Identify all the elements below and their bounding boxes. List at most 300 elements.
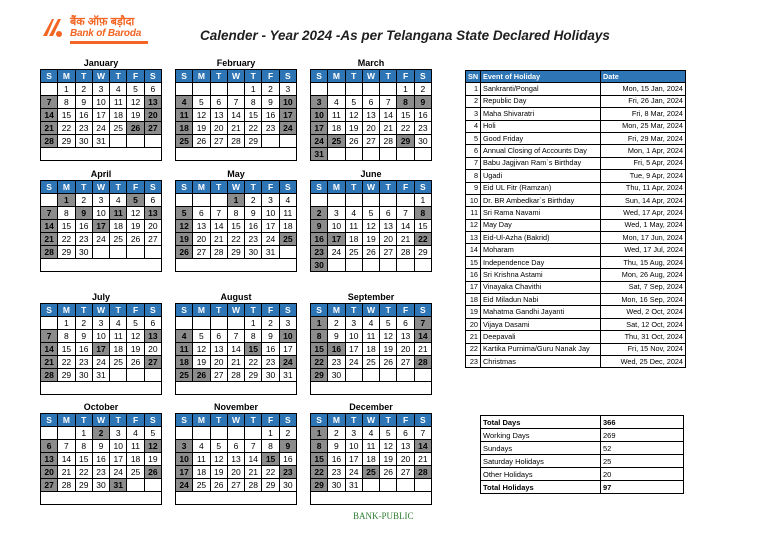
week-row [176,330,297,343]
day-cell: 31 [279,369,296,382]
day-cell [193,83,210,96]
holiday-sn: 8 [466,170,481,182]
holiday-date: Tue, 9 Apr, 2024 [601,170,686,182]
day-cell: 26 [345,135,362,148]
holiday-event: Babu Jagjivan Ram`s Birthday [481,157,601,169]
weekday-label: S [144,70,161,83]
summary-row [481,468,684,481]
summary-label: Working Days [481,429,601,442]
day-cell [110,369,127,382]
summary-value: 52 [601,442,684,455]
day-cell: 27 [397,356,414,369]
weekday-label: T [345,304,362,317]
day-cell [397,148,414,161]
weekday-header-row [311,181,432,194]
day-cell: 23 [75,233,92,246]
day-cell: 1 [262,427,279,440]
week-row-empty [41,259,162,272]
summary-value: 25 [601,455,684,468]
day-cell: 13 [144,96,161,109]
day-cell: 3 [328,207,345,220]
day-cell [397,259,414,272]
weekday-label: S [144,181,161,194]
weekday-label: M [193,70,210,83]
day-cell: 28 [41,246,58,259]
day-cell [311,194,328,207]
day-cell: 24 [279,122,296,135]
day-cell: 18 [110,343,127,356]
holiday-table [465,70,686,368]
weekday-label: F [262,70,279,83]
day-cell: 22 [58,356,75,369]
week-row [176,246,297,259]
day-cell [210,83,227,96]
weekday-label: T [75,181,92,194]
day-cell [328,259,345,272]
holiday-sn: 3 [466,108,481,120]
day-cell: 16 [279,453,296,466]
summary-row [481,442,684,455]
holiday-row [466,132,686,144]
weekday-header-row [176,304,297,317]
week-row [41,479,162,492]
day-cell [41,427,58,440]
holiday-date: Fri, 15 Nov, 2024 [601,343,686,355]
weekday-header-row [311,304,432,317]
day-cell: 29 [245,135,262,148]
holiday-date: Wed, 1 May, 2024 [601,219,686,231]
weekday-label: F [127,70,144,83]
week-row [311,109,432,122]
day-cell: 21 [41,233,58,246]
day-cell: 12 [210,453,227,466]
weekday-label: T [245,304,262,317]
day-cell: 25 [362,356,379,369]
weekday-label: T [245,181,262,194]
day-cell: 21 [227,356,244,369]
month-name: November [213,402,258,412]
day-cell: 14 [41,109,58,122]
day-cell: 19 [362,233,379,246]
day-cell: 21 [58,466,75,479]
day-cell: 17 [92,220,109,233]
week-row [311,369,432,382]
day-cell: 28 [245,479,262,492]
day-cell: 25 [176,135,193,148]
day-cell: 14 [41,220,58,233]
weekday-label: T [345,414,362,427]
summary-label: Sundays [481,442,601,455]
weekday-header-row [311,70,432,83]
day-cell: 8 [311,330,328,343]
day-cell: 2 [245,194,262,207]
week-row [176,122,297,135]
weekday-label: T [75,304,92,317]
day-cell: 12 [127,96,144,109]
day-cell: 18 [362,343,379,356]
day-cell: 22 [311,466,328,479]
day-cell [144,135,161,148]
day-cell: 6 [210,330,227,343]
holiday-row [466,232,686,244]
day-cell: 12 [127,330,144,343]
holiday-sn: 16 [466,269,481,281]
holiday-row [466,207,686,219]
day-cell: 31 [262,246,279,259]
weekday-label: W [362,414,379,427]
day-cell: 22 [262,466,279,479]
week-row [311,233,432,246]
day-cell: 21 [245,466,262,479]
day-cell: 27 [210,369,227,382]
day-cell: 1 [227,194,244,207]
day-cell [110,135,127,148]
day-cell: 20 [380,233,397,246]
day-cell: 27 [380,246,397,259]
day-cell: 1 [311,317,328,330]
holiday-row [466,194,686,206]
day-cell: 18 [362,453,379,466]
day-cell [345,148,362,161]
day-cell: 20 [144,109,161,122]
day-cell: 12 [193,343,210,356]
holiday-sn: 12 [466,219,481,231]
day-cell: 30 [245,246,262,259]
day-cell: 6 [380,207,397,220]
month-table [310,413,432,505]
week-row-empty [176,148,297,161]
day-cell: 13 [380,220,397,233]
day-cell: 26 [127,356,144,369]
day-cell: 14 [41,343,58,356]
day-cell: 17 [279,109,296,122]
day-cell: 5 [144,427,161,440]
week-row [41,207,162,220]
day-cell [311,83,328,96]
weekday-label: T [210,414,227,427]
day-cell [210,194,227,207]
day-cell: 31 [92,135,109,148]
day-cell: 10 [92,96,109,109]
day-cell: 18 [345,233,362,246]
day-cell [362,259,379,272]
day-cell: 3 [311,96,328,109]
day-cell: 22 [311,356,328,369]
weekday-header-row [311,414,432,427]
holiday-date: Mon, 16 Sep, 2024 [601,294,686,306]
day-cell: 30 [279,479,296,492]
day-cell: 19 [380,453,397,466]
day-cell: 21 [397,233,414,246]
holiday-sn: 6 [466,145,481,157]
day-cell: 4 [110,83,127,96]
weekday-label: M [193,414,210,427]
weekday-label: F [127,414,144,427]
weekday-label: S [311,181,328,194]
weekday-label: T [210,70,227,83]
holiday-row [466,83,686,95]
day-cell: 25 [193,479,210,492]
day-cell: 5 [380,317,397,330]
day-cell: 6 [397,427,414,440]
day-cell: 27 [397,466,414,479]
day-cell: 8 [245,96,262,109]
month-table [175,303,297,395]
week-row [41,109,162,122]
holiday-event: Ugadi [481,170,601,182]
weekday-label: S [279,414,296,427]
holiday-sn: 18 [466,294,481,306]
empty-cell [176,492,297,505]
day-cell: 7 [41,330,58,343]
day-cell: 27 [144,356,161,369]
day-cell: 27 [193,246,210,259]
weekday-label: S [176,304,193,317]
day-cell: 12 [345,109,362,122]
holiday-sn: 4 [466,120,481,132]
day-cell: 26 [127,122,144,135]
day-cell: 5 [193,330,210,343]
day-cell: 2 [92,427,109,440]
day-cell: 31 [311,148,328,161]
day-cell: 2 [279,427,296,440]
weekday-label: S [176,414,193,427]
day-cell [41,317,58,330]
day-cell [328,148,345,161]
day-cell: 13 [362,109,379,122]
day-cell: 16 [262,343,279,356]
day-cell [227,83,244,96]
day-cell: 9 [262,330,279,343]
empty-cell [41,492,162,505]
weekday-label: W [227,70,244,83]
week-row [41,343,162,356]
day-cell: 8 [58,207,75,220]
day-cell: 7 [58,440,75,453]
weekday-label: T [245,70,262,83]
day-cell: 23 [262,356,279,369]
week-row [176,453,297,466]
month-table [40,413,162,505]
holiday-date: Sat, 12 Oct, 2024 [601,318,686,330]
day-cell: 6 [144,194,161,207]
day-cell: 4 [362,427,379,440]
week-row [176,220,297,233]
day-cell: 4 [176,96,193,109]
day-cell: 15 [58,109,75,122]
day-cell: 24 [92,356,109,369]
day-cell: 7 [227,330,244,343]
day-cell: 14 [380,109,397,122]
day-cell: 14 [227,109,244,122]
week-row [41,453,162,466]
empty-cell [311,382,432,395]
day-cell: 9 [262,96,279,109]
logo-underline [70,41,148,44]
summary-label: Other Holidays [481,468,601,481]
day-cell: 24 [311,135,328,148]
weekday-label: W [227,304,244,317]
day-cell: 5 [193,96,210,109]
weekday-label: T [380,414,397,427]
day-cell: 12 [193,109,210,122]
weekday-label: S [176,181,193,194]
empty-cell [41,148,162,161]
day-cell: 26 [362,246,379,259]
weekday-header-row [41,414,162,427]
col-header-event: Event of Holiday [481,71,601,83]
month-name: August [220,292,252,302]
month-table [175,180,297,272]
day-cell: 28 [227,135,244,148]
week-row [41,369,162,382]
day-cell: 8 [58,330,75,343]
day-cell: 26 [176,246,193,259]
day-cell: 10 [92,207,109,220]
day-cell: 18 [176,122,193,135]
holiday-date: Wed, 17 Apr, 2024 [601,207,686,219]
day-cell: 31 [110,479,127,492]
day-cell: 29 [397,135,414,148]
weekday-label: F [127,181,144,194]
weekday-label: T [210,304,227,317]
day-cell: 22 [414,233,431,246]
holiday-event: Dr. BR Ambedkar`s Birthday [481,194,601,206]
day-cell: 20 [144,343,161,356]
day-cell: 8 [58,96,75,109]
day-cell [127,246,144,259]
day-cell: 10 [262,207,279,220]
day-cell: 11 [362,330,379,343]
holiday-sn: 17 [466,281,481,293]
day-cell: 30 [262,369,279,382]
day-cell: 27 [41,479,58,492]
day-cell: 18 [110,220,127,233]
holiday-event: Holi [481,120,601,132]
holiday-table-header [466,71,686,83]
holiday-date: Fri, 26 Jan, 2024 [601,95,686,107]
day-cell [380,194,397,207]
day-cell: 4 [362,317,379,330]
holiday-event: Independence Day [481,256,601,268]
day-cell: 30 [328,369,345,382]
month-table [175,413,297,505]
day-cell: 23 [414,122,431,135]
day-cell [414,369,431,382]
weekday-label: M [58,70,75,83]
day-cell [110,246,127,259]
day-cell: 9 [75,96,92,109]
day-cell: 8 [75,440,92,453]
day-cell: 15 [58,220,75,233]
summary-row [481,481,684,494]
day-cell: 20 [144,220,161,233]
day-cell: 4 [176,330,193,343]
day-cell: 21 [414,453,431,466]
classification-footer: BANK-PUBLIC [353,511,414,521]
day-cell: 11 [328,109,345,122]
week-row [311,330,432,343]
holiday-row [466,355,686,367]
weekday-label: W [362,181,379,194]
weekday-label: M [193,304,210,317]
day-cell: 5 [127,83,144,96]
day-cell: 6 [210,96,227,109]
holiday-event: Kartika Purnima/Guru Nanak Jay [481,343,601,355]
day-cell [380,259,397,272]
day-cell [414,148,431,161]
month-name: December [349,402,393,412]
day-cell: 9 [245,207,262,220]
day-cell: 30 [311,259,328,272]
day-cell: 20 [41,466,58,479]
day-cell: 31 [92,369,109,382]
holiday-date: Mon, 17 Jun, 2024 [601,232,686,244]
day-cell: 13 [144,207,161,220]
day-cell: 19 [380,343,397,356]
day-cell [362,83,379,96]
day-cell: 18 [127,453,144,466]
day-cell: 4 [328,96,345,109]
day-cell: 12 [127,207,144,220]
empty-cell [41,259,162,272]
day-cell: 9 [328,330,345,343]
day-cell: 15 [58,343,75,356]
week-row-empty [41,492,162,505]
summary-label: Total Days [481,416,601,429]
col-header-date: Date [601,71,686,83]
day-cell: 23 [245,233,262,246]
day-cell: 8 [245,330,262,343]
day-cell: 11 [110,96,127,109]
weekday-label: S [279,304,296,317]
day-cell: 14 [414,440,431,453]
month-name: September [347,292,395,302]
day-cell: 19 [193,356,210,369]
weekday-label: F [262,304,279,317]
day-cell: 4 [345,207,362,220]
day-cell: 8 [414,207,431,220]
day-cell: 6 [193,207,210,220]
weekday-label: T [245,414,262,427]
day-cell: 2 [262,317,279,330]
weekday-label: M [328,304,345,317]
weekday-label: S [279,181,296,194]
weekday-label: M [58,304,75,317]
holiday-date: Sun, 14 Apr, 2024 [601,194,686,206]
day-cell: 4 [193,440,210,453]
day-cell: 10 [345,440,362,453]
weekday-label: T [345,181,362,194]
day-cell: 11 [176,109,193,122]
day-cell: 17 [110,453,127,466]
day-cell [193,194,210,207]
holiday-event: Republic Day [481,95,601,107]
day-cell: 29 [227,246,244,259]
day-cell: 21 [380,122,397,135]
day-cell: 30 [328,479,345,492]
week-row [41,427,162,440]
month-name: May [227,169,245,179]
empty-cell [311,492,432,505]
day-cell: 7 [414,317,431,330]
day-cell [414,479,431,492]
day-cell [279,135,296,148]
day-cell: 3 [92,317,109,330]
day-cell: 17 [311,122,328,135]
day-cell: 24 [110,466,127,479]
day-cell: 11 [193,453,210,466]
